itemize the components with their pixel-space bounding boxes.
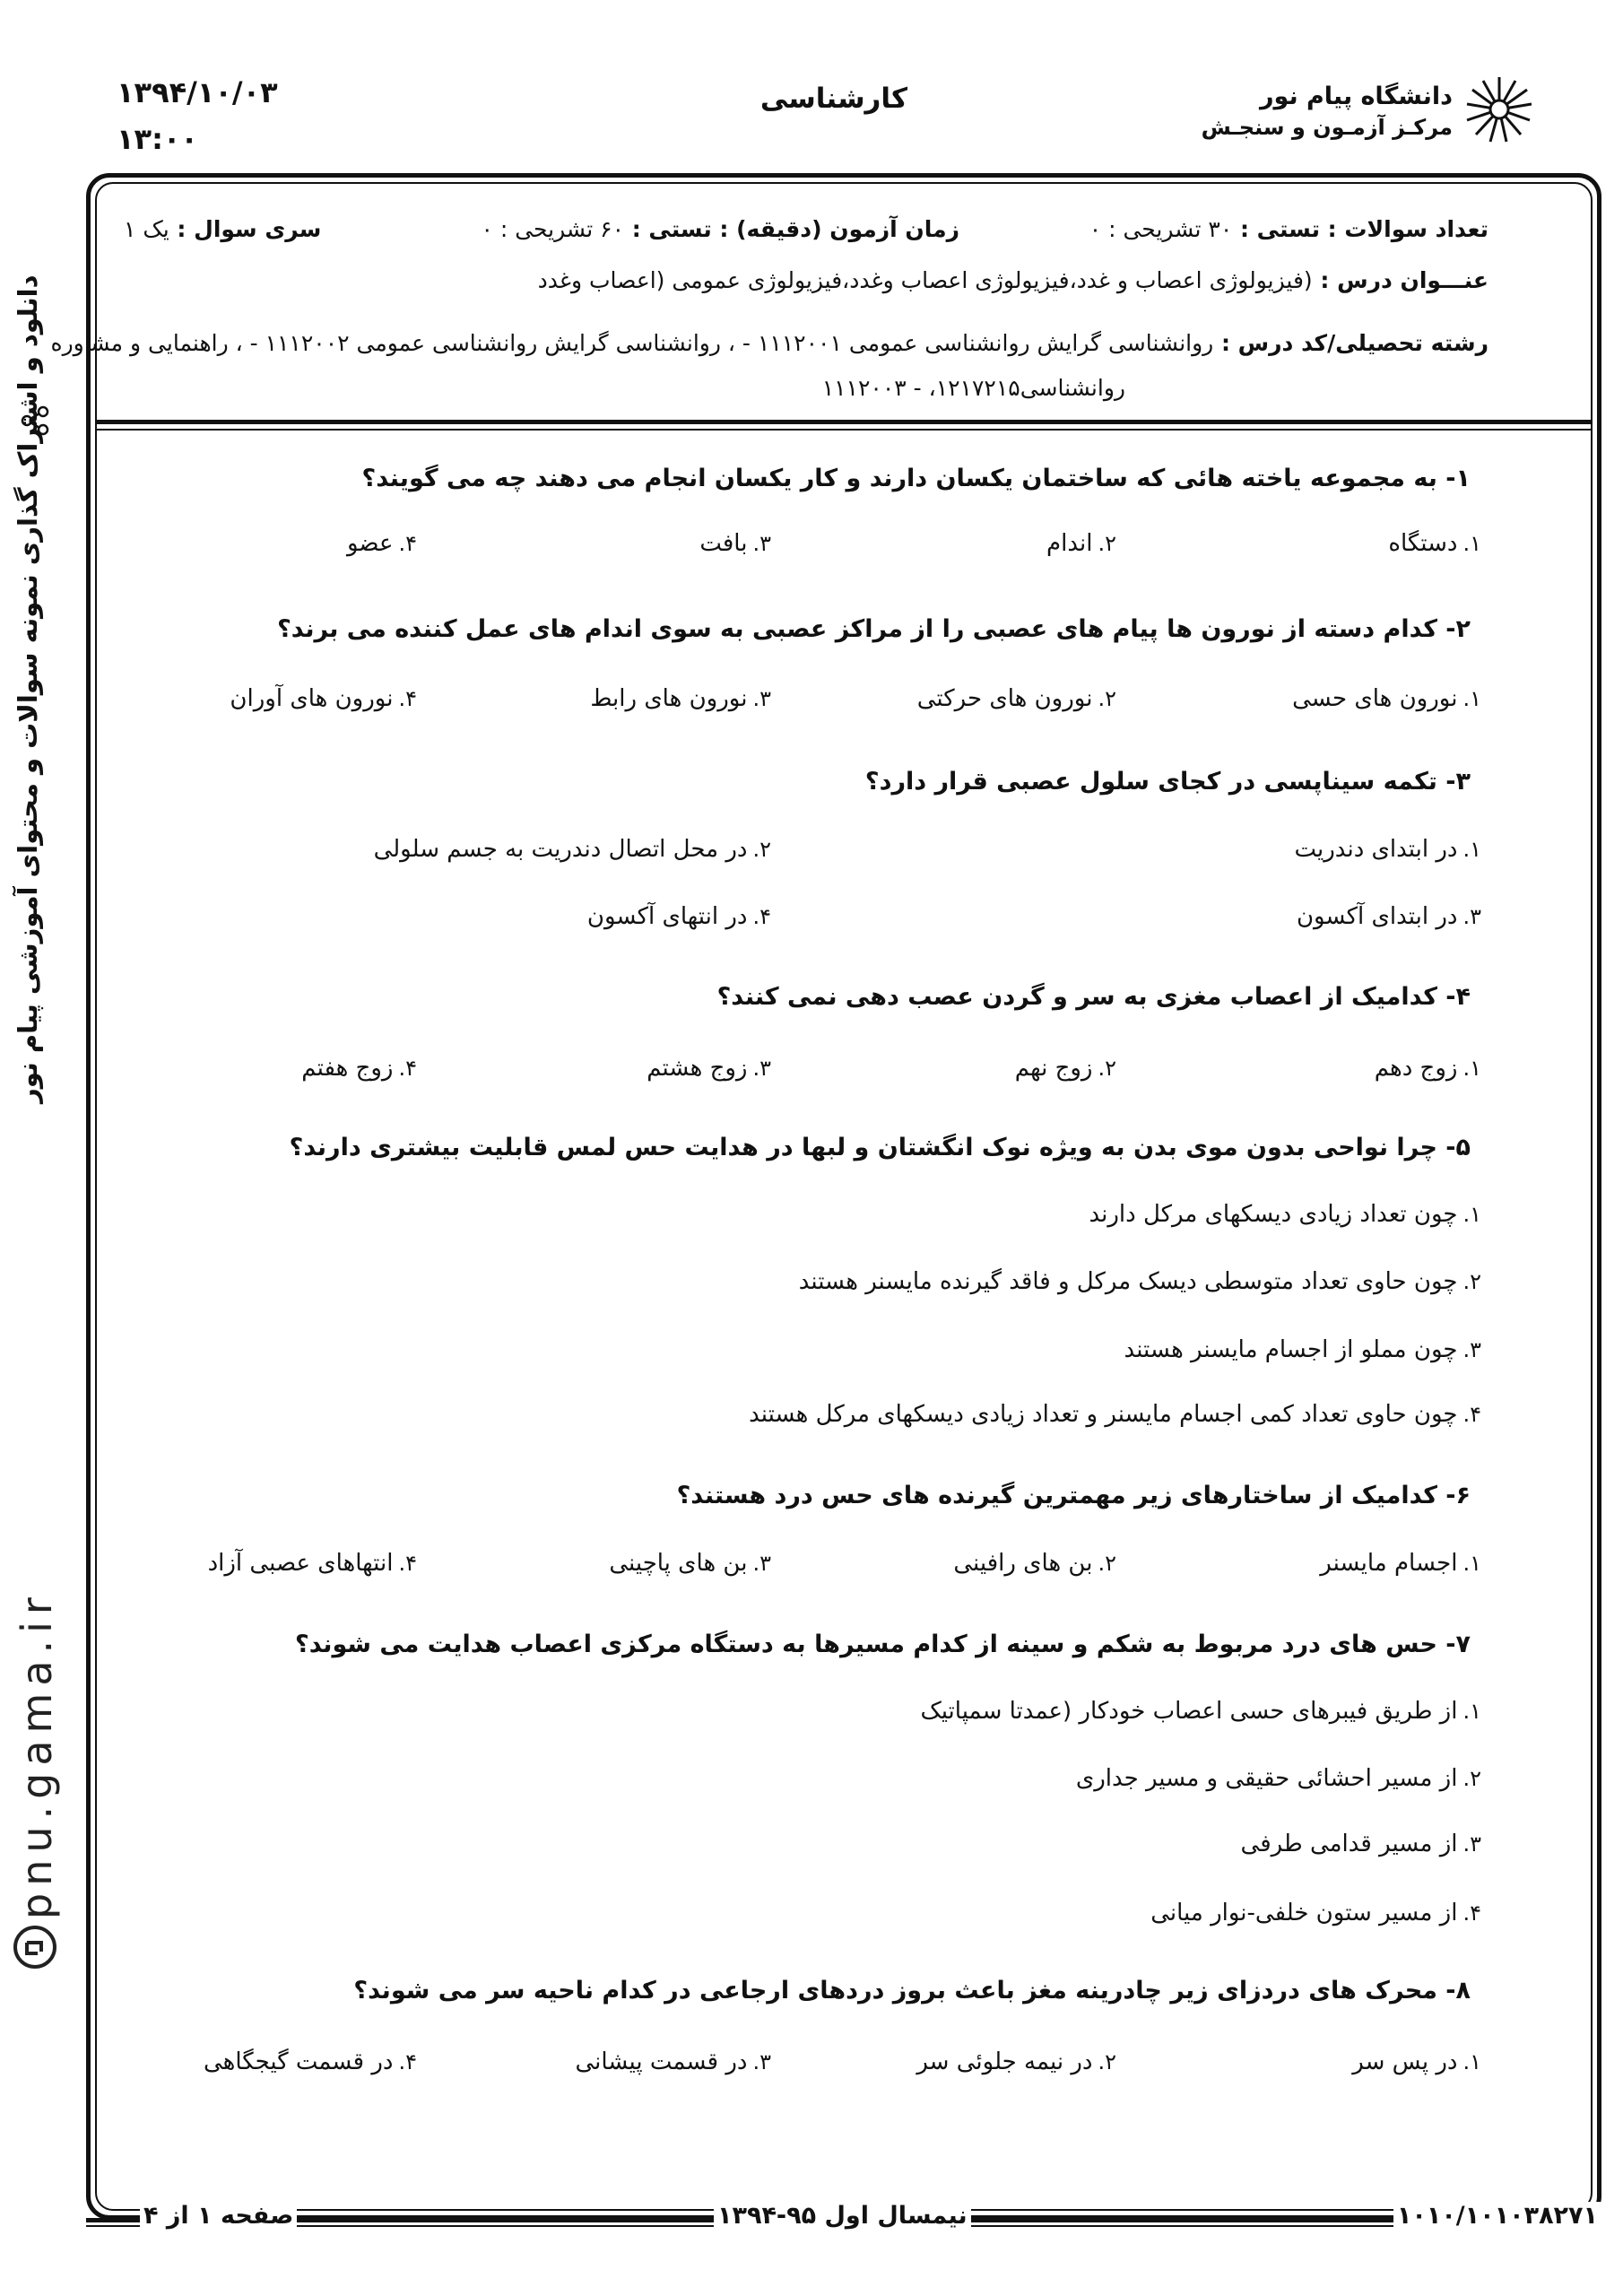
option[interactable]: [230, 685, 417, 712]
option-number: ۳.: [1462, 1831, 1481, 1857]
option[interactable]: [1388, 530, 1481, 557]
share-icon: [20, 405, 50, 436]
option-text: اجسام مایسنر: [1320, 1550, 1458, 1577]
option-number: ۳.: [1462, 1337, 1481, 1362]
field-code-value: روانشناسی گرایش روانشناسی عمومی ۱۱۱۲۰۰۱ - ، روانشناسی گرایش روانشناسی عمومی ۱۱۱۲۰۰۲ - ، راهنمایی و مشاوره: [50, 330, 1214, 356]
course-title-value: (فیزیولوژی اعصاب و غدد،فیزیولوژی اعصاب وغدد،فیزیولوژی عمومی (اعصاب وغدد: [537, 267, 1313, 293]
option-text: عضو: [346, 530, 394, 557]
exam-duration-label: زمان آزمون (دقیقه) : تستی :: [624, 216, 959, 242]
option-number: ۱.: [1462, 1551, 1481, 1576]
option-text: در پس سر: [1352, 2048, 1458, 2075]
option-text: دستگاه: [1388, 530, 1458, 557]
question-text: ۸- محرک های دردزای زیر چادرینه مغز باعث بروز دردهای ارجاعی در کدام ناحیه سر می شوند؟: [353, 1977, 1471, 2005]
exam-center-name: مرکـز آزمـون و سنجـش: [1201, 115, 1453, 140]
option-number: ۳.: [752, 531, 771, 556]
option-number: ۲.: [1098, 1551, 1116, 1576]
option-number: ۱.: [1462, 686, 1481, 711]
option-number: ۲.: [1098, 531, 1116, 556]
university-name: دانشگاه پیام نور: [1260, 83, 1453, 110]
option[interactable]: [917, 685, 1116, 712]
option[interactable]: [374, 836, 771, 863]
option[interactable]: [1046, 530, 1116, 557]
option[interactable]: [1320, 1550, 1481, 1577]
option-text: زوج دهم: [1374, 1055, 1458, 1082]
option-text: از مسیر قدامی طرفی: [1240, 1831, 1458, 1857]
option-text: بافت: [699, 530, 748, 557]
option-text: چون حاوی تعداد کمی اجسام مایسنر و تعداد زیادی دیسکهای مرکل هستند: [749, 1401, 1458, 1428]
question-text: ۱- به مجموعه یاخته هائی که ساختمان یکسان دارند و کار یکسان انجام می دهند چه می گویند؟: [361, 465, 1471, 492]
option[interactable]: [1124, 1336, 1481, 1363]
option[interactable]: [1015, 1055, 1116, 1082]
option-number: ۱.: [1462, 1056, 1481, 1081]
option[interactable]: [799, 1268, 1481, 1295]
option[interactable]: [1150, 1900, 1481, 1926]
option-text: اندام: [1046, 530, 1093, 557]
question-text: ۲- کدام دسته از نورون ها پیام های عصبی را از مراکز عصبی به سوی اندام های عمل کننده می برند؟: [277, 615, 1471, 643]
option[interactable]: [576, 2048, 771, 2075]
option[interactable]: [590, 685, 771, 712]
option[interactable]: [1297, 903, 1481, 930]
option-text: بن های رافینی: [953, 1550, 1093, 1577]
option-number: ۲.: [1462, 1269, 1481, 1294]
course-title-label: عنـــوان درس :: [1312, 267, 1488, 293]
option-text: در ابتدای دندریت: [1294, 836, 1458, 863]
exam-date: ۱۳۹۴/۱۰/۰۳: [117, 75, 278, 109]
option-number: ۲.: [1098, 2049, 1116, 2074]
option-number: ۴.: [752, 904, 771, 929]
question-text: ۷- حس های درد مربوط به شکم و سینه از کدام مسیرها به دستگاه مرکزی اعصاب هدایت می شوند؟: [295, 1631, 1471, 1658]
divider: [95, 420, 1593, 424]
degree-title: کارشناسی: [759, 83, 908, 115]
option-text: زوج هشتم: [647, 1055, 748, 1082]
option[interactable]: [1241, 1831, 1481, 1857]
exam-duration-value: ۶۰ تشریحی : ۰: [481, 216, 624, 242]
option-number: ۴.: [398, 2049, 417, 2074]
option-text: در نیمه جلوئی سر: [916, 2048, 1093, 2075]
option-number: ۲.: [752, 837, 771, 862]
option-text: در محل اتصال دندریت به جسم سلولی: [373, 836, 748, 863]
option-text: انتهاهای عصبی آزاد: [207, 1550, 394, 1577]
question-text: ۶- کدامیک از ساختارهای زیر مهمترین گیرنده های حس درد هستند؟: [676, 1482, 1471, 1509]
field-code-continued: روانشناسی۱۲۱۷۲۱۵، - ۱۱۱۲۰۰۳: [821, 375, 1125, 401]
option-text: نورون های حرکتی: [916, 685, 1093, 712]
paper-code: ۱۰۱۰/۱۰۱۰۳۸۲۷۱: [1393, 2202, 1601, 2230]
exam-duration: [481, 216, 959, 242]
option-number: ۱.: [1462, 1202, 1481, 1227]
question-series: [124, 216, 321, 242]
question-count-label: تعداد سوالات : تستی :: [1232, 216, 1488, 242]
option-number: ۳.: [752, 1551, 771, 1576]
option-number: ۱.: [1462, 531, 1481, 556]
option[interactable]: [1089, 1201, 1481, 1228]
course-title: [538, 267, 1488, 293]
option[interactable]: [609, 1550, 771, 1577]
option[interactable]: [1352, 2048, 1481, 2075]
option-number: ۴.: [398, 1551, 417, 1576]
question-text: ۴- کدامیک از اعصاب مغزی به سر و گردن عصب دهی نمی کنند؟: [716, 983, 1471, 1011]
option-number: ۱.: [1462, 837, 1481, 862]
option-text: نورون های حسی: [1292, 685, 1458, 712]
question-text: ۵- چرا نواحی بدون موی بدن به ویژه نوک انگشتان و لبها در هدایت حس لمس قابلیت بیشتری دارند؟: [289, 1134, 1471, 1161]
side-watermark-text: دانلود و اشتراک گذاری نمونه سوالات و محتوای آموزشی پیام نور: [13, 274, 43, 1103]
page-footer: [86, 2202, 1601, 2247]
option[interactable]: [208, 1550, 417, 1577]
option-number: ۳.: [752, 686, 771, 711]
option-text: در انتهای آکسون: [586, 903, 748, 930]
question-count-value: ۳۰ تشریحی : ۰: [1089, 216, 1233, 242]
option-number: ۳.: [752, 2049, 771, 2074]
option-number: ۳.: [752, 1056, 771, 1081]
option[interactable]: [749, 1401, 1481, 1428]
university-emblem-icon: [1463, 74, 1535, 145]
option-text: چون حاوی تعداد متوسطی دیسک مرکل و فاقد گیرنده مایسنر هستند: [798, 1268, 1458, 1295]
option-number: ۱.: [1462, 1699, 1481, 1724]
university-logo: [1150, 74, 1535, 154]
option-number: ۴.: [398, 531, 417, 556]
question-series-label: سری سوال :: [169, 216, 322, 242]
option-number: ۴.: [398, 1056, 417, 1081]
option-number: ۱.: [1462, 2049, 1481, 2074]
option-number: ۴.: [1462, 1900, 1481, 1926]
question-series-value: یک ۱: [124, 216, 169, 242]
site-logo-icon: [13, 1925, 57, 1970]
term-label: نیمسال اول ۹۵-۱۳۹۴: [714, 2202, 971, 2230]
option[interactable]: [301, 1055, 417, 1082]
option[interactable]: [699, 530, 771, 557]
option[interactable]: [953, 1550, 1116, 1577]
exam-time: ۱۳:۰۰: [117, 122, 198, 156]
option-number: ۴.: [1462, 1402, 1481, 1427]
option[interactable]: [347, 530, 417, 557]
option[interactable]: [1375, 1055, 1481, 1082]
option-text: در قسمت گیجگاهی: [203, 2048, 394, 2075]
option-number: ۳.: [1462, 904, 1481, 929]
option[interactable]: [647, 1055, 771, 1082]
option-text: نورون های رابط: [590, 685, 748, 712]
option[interactable]: [920, 1698, 1481, 1725]
option-number: ۴.: [398, 686, 417, 711]
option-text: نورون های آوران: [230, 685, 394, 712]
divider: [95, 429, 1593, 430]
option-text: چون تعداد زیادی دیسکهای مرکل دارند: [1089, 1201, 1458, 1228]
option-number: ۲.: [1098, 1056, 1116, 1081]
option-text: در ابتدای آکسون: [1296, 903, 1458, 930]
option[interactable]: [916, 2048, 1116, 2075]
option-text: چون مملو از اجسام مایسنر هستند: [1124, 1336, 1458, 1363]
option[interactable]: [1292, 685, 1481, 712]
option-text: بن های پاچینی: [609, 1550, 748, 1577]
option-text: از طریق فیبرهای حسی اعصاب خودکار (عمدتا سمپاتیک: [920, 1698, 1458, 1725]
side-watermark: [13, 274, 48, 1139]
option-text: زوج نهم: [1014, 1055, 1093, 1082]
side-url-text: pnu.gama.ir: [13, 1590, 61, 1919]
option-number: ۲.: [1098, 686, 1116, 711]
option[interactable]: [1294, 836, 1481, 863]
option-text: زوج هفتم: [301, 1055, 394, 1082]
option[interactable]: [1076, 1765, 1481, 1792]
option[interactable]: [587, 903, 771, 930]
question-count: [1089, 216, 1488, 242]
page-number: صفحه ۱ از ۴: [140, 2202, 297, 2230]
field-code-label: رشته تحصیلی/کد درس :: [1213, 330, 1488, 356]
option[interactable]: [204, 2048, 417, 2075]
option-number: ۲.: [1462, 1766, 1481, 1791]
field-code: [51, 330, 1488, 356]
option-text: در قسمت پیشانی: [575, 2048, 748, 2075]
option-text: از مسیر احشائی حقیقی و مسیر جداری: [1075, 1765, 1458, 1792]
option-text: از مسیر ستون خلفی-نوار میانی: [1150, 1900, 1458, 1926]
question-text: ۳- تکمه سیناپسی در کجای سلول عصبی قرار دارد؟: [864, 768, 1471, 796]
